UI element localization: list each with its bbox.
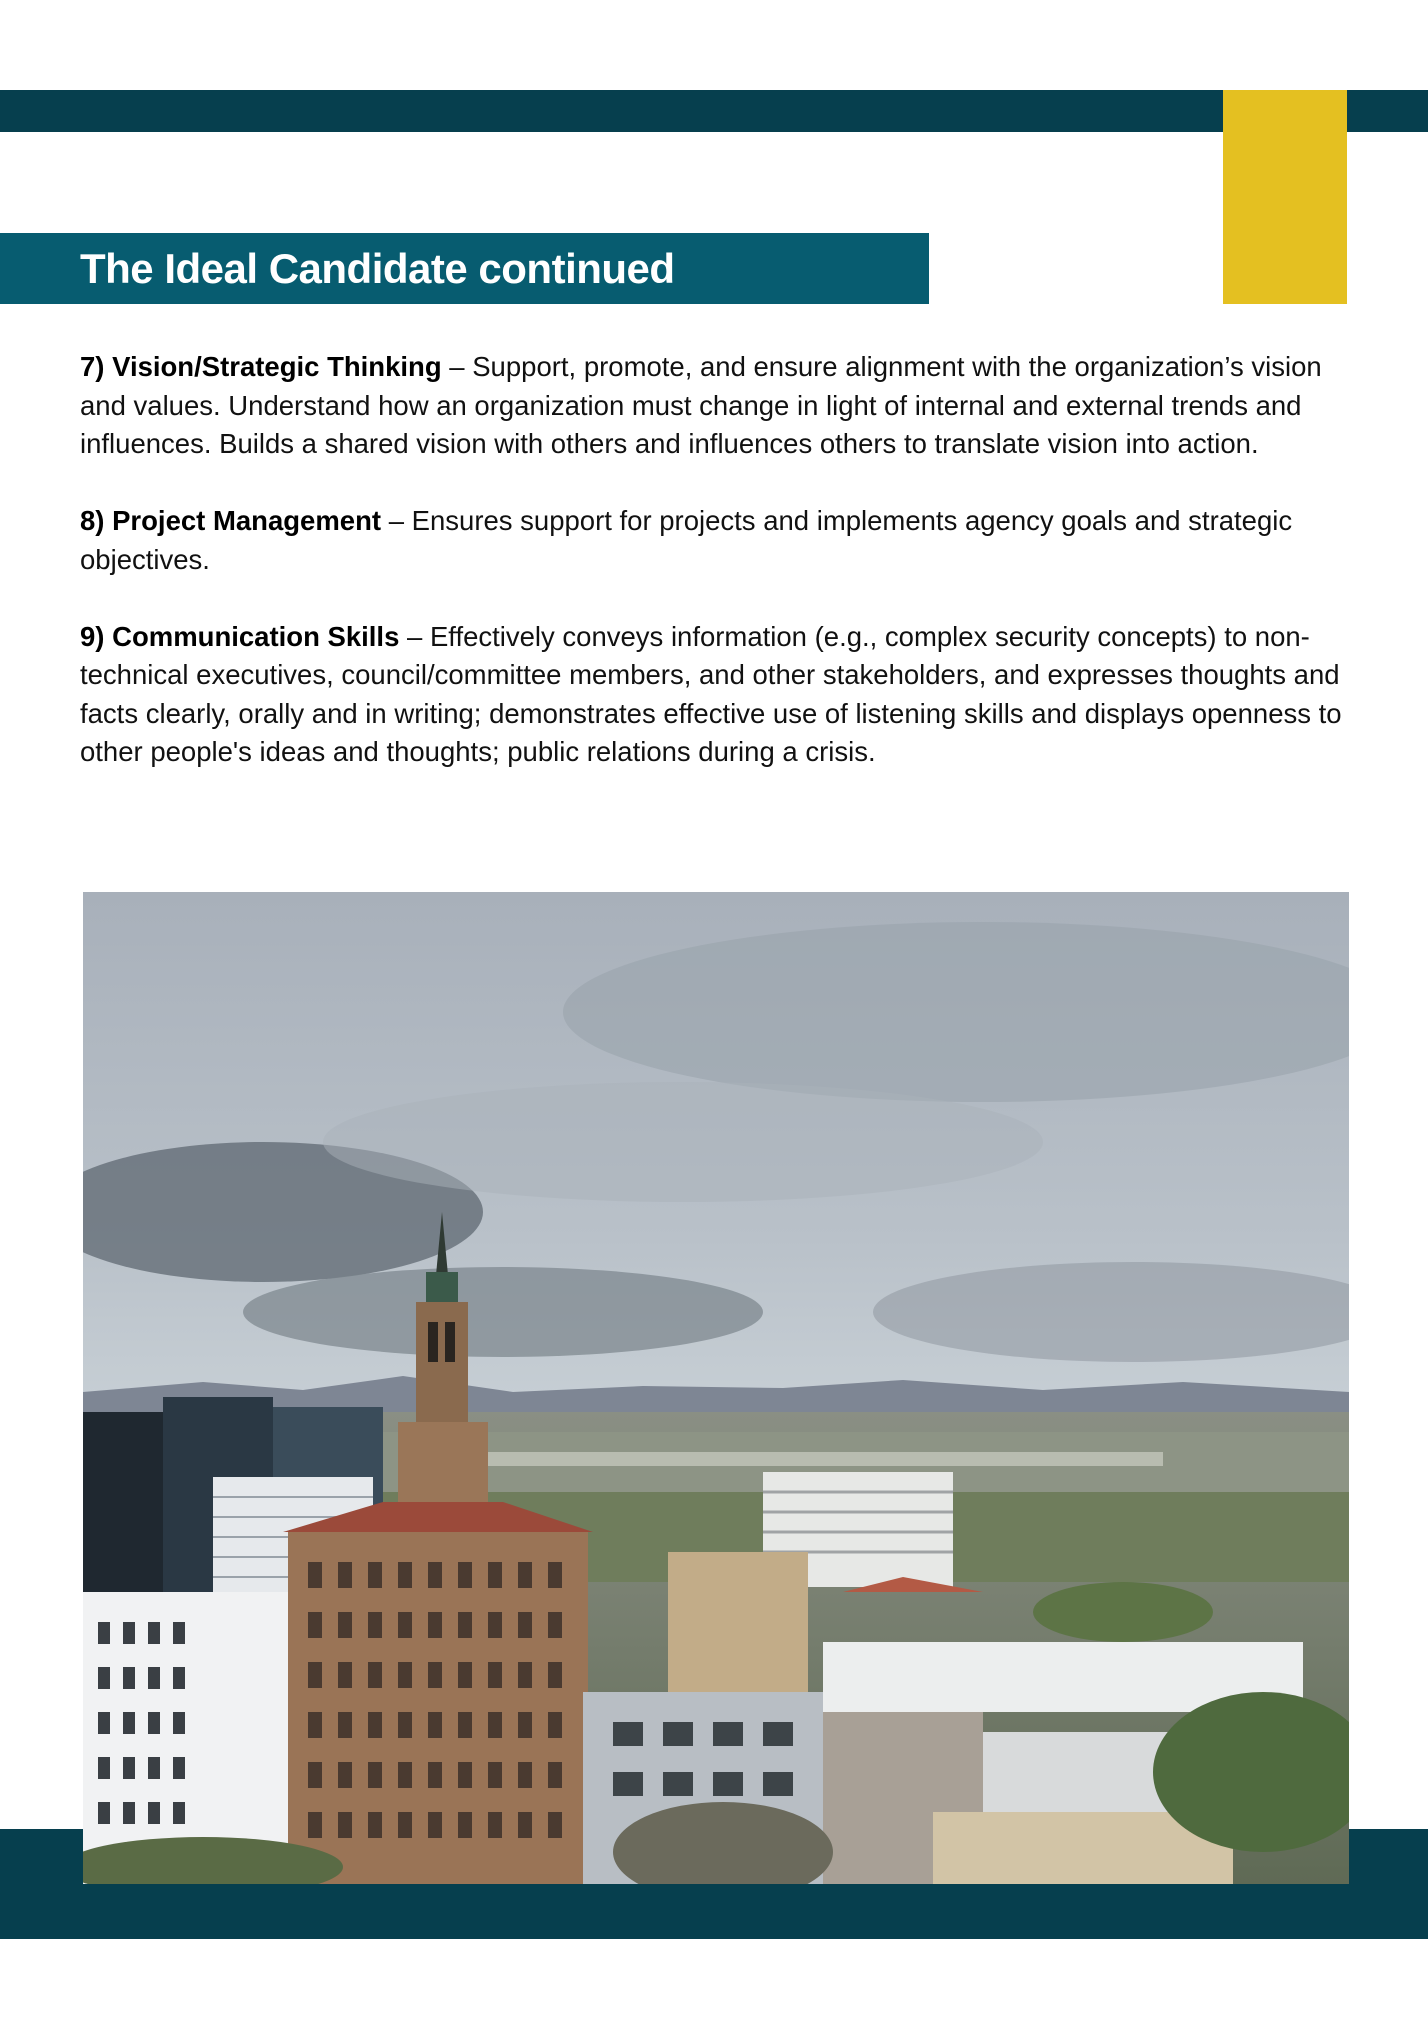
quality-label: 8) Project Management [80,505,382,536]
quality-label: 9) Communication Skills [80,620,400,652]
top-decorative-band [0,90,1428,132]
section-title-bar [0,233,929,304]
section-title: The Ideal Candidate continued [80,245,675,292]
quality-separator: – [399,620,430,652]
quality-separator: – [381,505,412,536]
quality-item [80,502,1348,579]
quality-description: Ensures support for projects and implements agency goals and strategic objectives. [80,505,1293,575]
quality-label: 7) Vision/Strategic Thinking [80,351,442,382]
quality-description: Effectively conveys information (e.g., complex security concepts) to non-technical executives, council/committee members, and other stakeholders, and expresses thoughts and facts clearly, orally and in writing; demonstrates effective use of listening skills and displays openness to other people's ideas and thoughts; public relations during a crisis. [80,620,1342,767]
quality-description: Support, promote, and ensure alignment with the organization’s vision and values. Understand how an organization must change in light of internal and external trends and influences. Builds a shared vision with others and influences others to translate vision into action. [80,351,1322,459]
yellow-accent-block [1223,90,1347,304]
quality-separator: – [441,351,473,382]
city-skyline-photo [83,892,1349,1884]
candidate-qualities [80,348,1348,810]
quality-item [80,618,1348,772]
quality-item [80,348,1348,464]
